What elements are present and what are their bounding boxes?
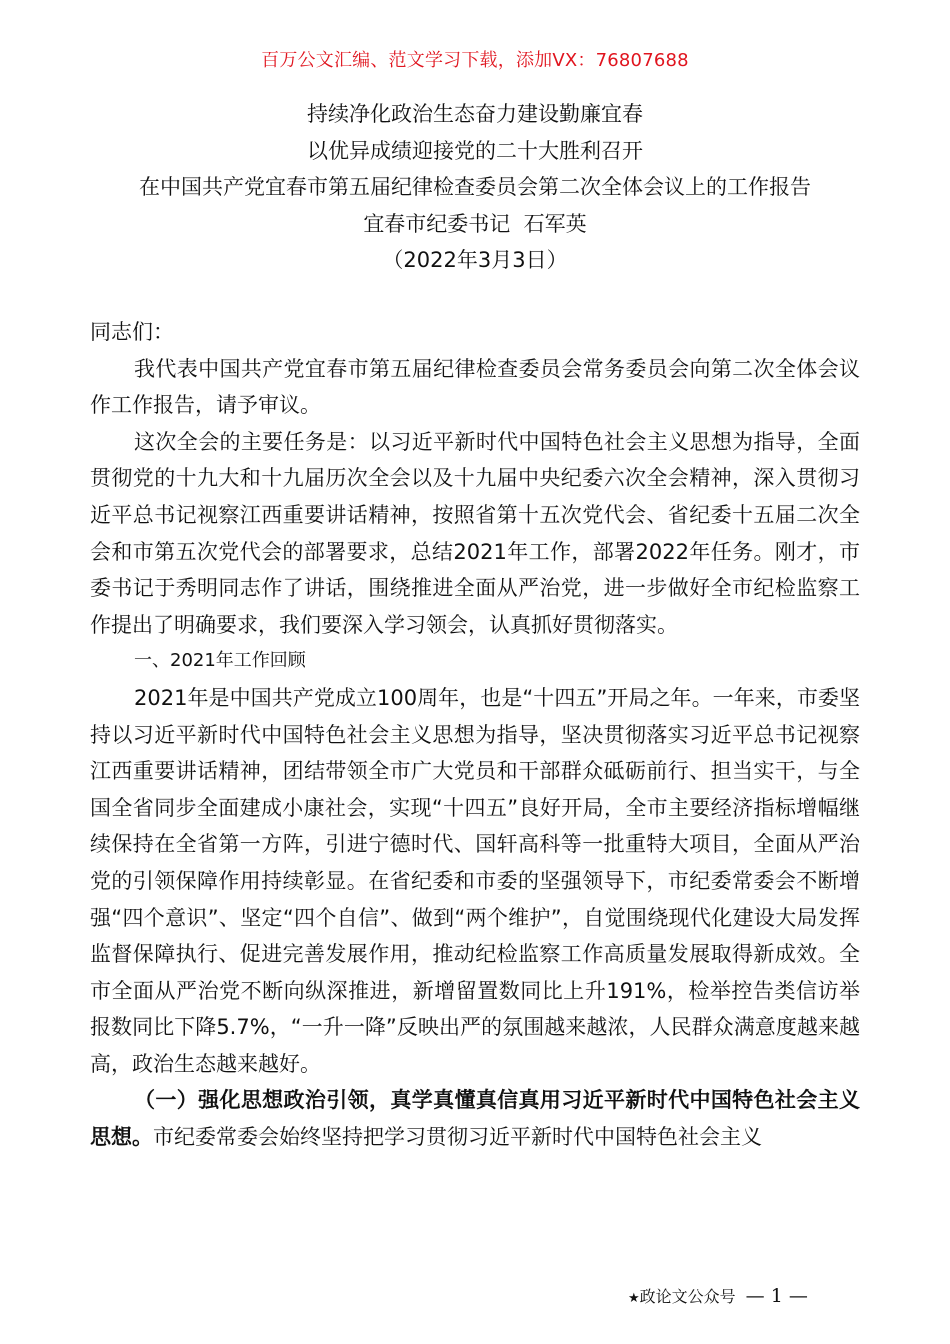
footer-label: 政论文公众号 [639,1287,736,1306]
subsection-paragraph [90,1082,860,1155]
review-paragraph: 2021年是中国共产党成立100周年，也是“十四五”开局之年。一年来，市委坚持以习近平新时代中国特色社会主义思想为指导，坚决贯彻落实习近平总书记视察江西重要讲话精神，团结带领全市广大党员和干部群众砥砺前行、担当实干，与全国全省同步全面建成小康社会，实现“十四五”良好开局，全市主要经济指标增幅继续保持在全省第一方阵，引进宁德时代、国轩高科等一批重特大项目，全面从严治党的引领保障作用持续彰显。在省纪委和市委的坚强领导下，市纪委常委会不断增强“四个意识”、坚定“四个自信”、做到“两个维护”，自觉围绕现代化建设大局发挥监督保障执行、促进完善发展作用，推动纪检监察工作高质量发展取得新成效。全市全面从严治党不断向纵深推进，新增留置数同比上升191%，检举控告类信访举报数同比下降5.7%，“一升一降”反映出严的氛围越来越浓，人民群众满意度越来越高，政治生态越来越好。 [90,685,860,1076]
page-number: — 1 — [745,1285,808,1307]
title-line-2: 以优异成绩迎接党的二十大胜利召开 [307,138,643,163]
report-title-block [0,96,950,279]
salutation: 同志们： [90,320,174,344]
title-line-1: 持续净化政治生态奋力建设勤廉宜春 [307,102,643,126]
subsection-text: 市纪委常委会始终坚持把学习贯彻习近平新时代中国特色社会主义 [153,1125,762,1150]
task-paragraph: 这次全会的主要任务是：以习近平新时代中国特色社会主义思想为指导，全面贯彻党的十九大和十九届历次全会以及十九届中央纪委六次全会精神，深入贯彻习近平总书记视察江西重要讲话精神，按照省第十五次党代会、省纪委十五届二次全会和市第五次党代会的部署要求，总结2021年工作，部署2022年任务。刚才，市委书记于秀明同志作了讲话，围绕推进全面从严治党，进一步做好全市纪检监察工作提出了明确要求，我们要深入学习领会，认真抓好贯彻落实。 [90,429,860,637]
star-icon: ★ [628,1291,640,1306]
intro-paragraph: 我代表中国共产党宜春市第五届纪律检查委员会常务委员会向第二次全体会议作工作报告，请予审议。 [90,356,860,418]
date-line: （2022年3月3日） [382,248,568,272]
page-footer [628,1284,808,1307]
section-heading: 一、2021年工作回顾 [134,650,306,672]
title-line-3: 在中国共产党宜春市第五届纪律检查委员会第二次全体会议上的工作报告 [139,175,811,199]
author-line: 宜春市纪委书记 石军英 [363,211,587,236]
promo-banner: 百万公文汇编、范文学习下载，添加VX：76807688 [261,50,689,71]
report-body [90,314,860,1156]
subsection-heading: （一）强化思想政治引领，真学真懂真信真用习近平新时代中国特色社会主义思想。 [90,1088,860,1150]
